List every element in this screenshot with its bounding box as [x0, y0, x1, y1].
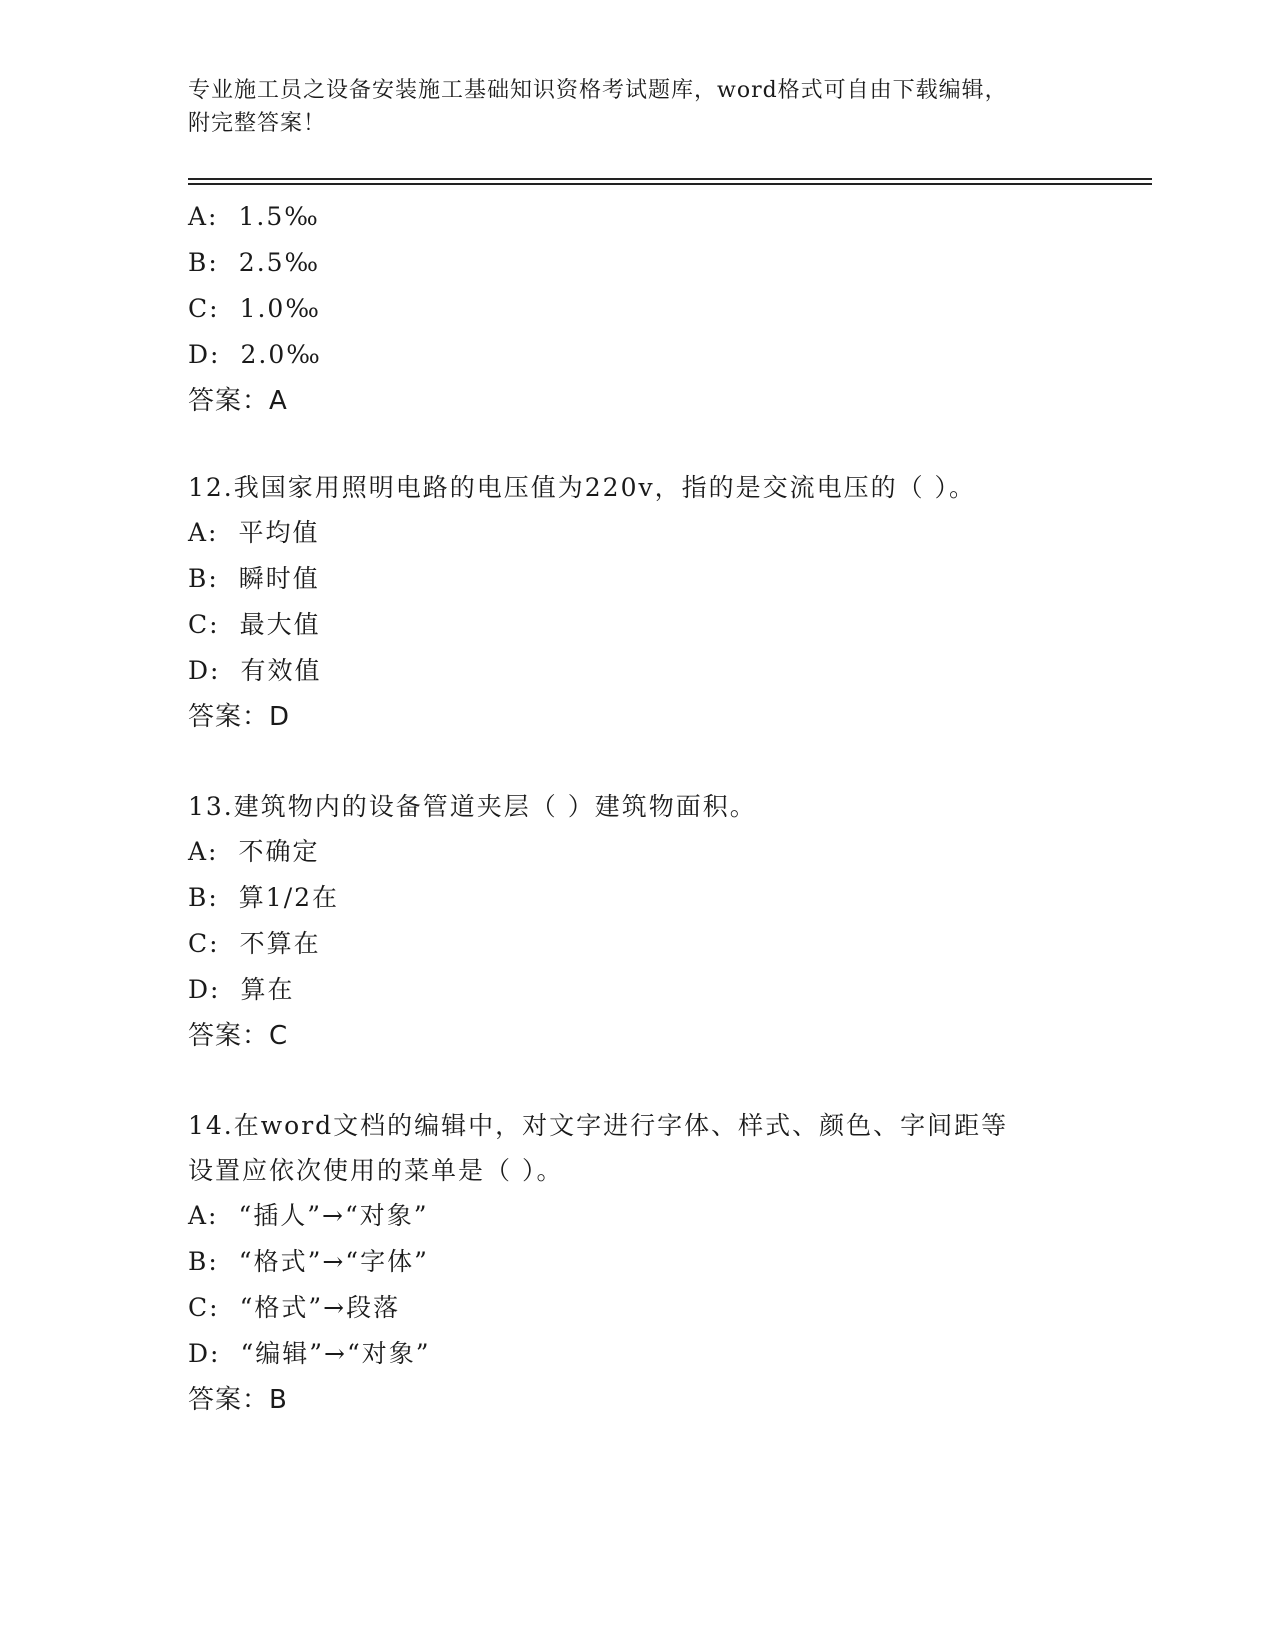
option-text: “编辑”→“对象”: [240, 1339, 431, 1368]
question-11: [188, 194, 1118, 424]
question-12: [188, 465, 1118, 740]
option-text: 最大值: [239, 610, 321, 639]
option-letter: C:: [188, 1293, 220, 1322]
header-line-2: 附完整答案！: [188, 111, 327, 136]
option-letter: C:: [188, 294, 220, 323]
question-spacer: [188, 1059, 1118, 1103]
option-letter: D:: [188, 340, 221, 369]
option-text: 1.5‰: [238, 202, 320, 231]
option-letter: B:: [188, 564, 219, 593]
option-letter: A:: [188, 1201, 219, 1230]
option-letter: B:: [188, 883, 219, 912]
option-c: [188, 1285, 1118, 1331]
option-b: [188, 1239, 1118, 1285]
option-text: “格式”→段落: [239, 1293, 401, 1322]
option-a: [188, 510, 1118, 556]
option-c: [188, 921, 1118, 967]
option-text: 平均值: [238, 518, 320, 547]
option-letter: D:: [188, 656, 221, 685]
header-line-1: 专业施工员之设备安装施工基础知识资格考试题库，word格式可自由下载编辑，: [188, 78, 1008, 103]
option-letter: C:: [188, 610, 220, 639]
option-c: [188, 286, 1118, 332]
option-text: 1.0‰: [239, 294, 321, 323]
question-spacer: [188, 740, 1118, 784]
question-13: [188, 784, 1118, 1059]
option-text: “插人”→“对象”: [238, 1201, 429, 1230]
option-letter: B:: [188, 1247, 219, 1276]
option-text: 不确定: [238, 837, 320, 866]
question-stem-line-1: 14.在word文档的编辑中，对文字进行字体、样式、颜色、字间距等: [188, 1111, 1009, 1140]
question-14: [188, 1103, 1118, 1423]
option-b: [188, 875, 1118, 921]
question-stem: 12.我国家用照明电路的电压值为220v，指的是交流电压的（ ）。: [188, 473, 977, 502]
answer-line: 答案：D: [188, 702, 291, 732]
option-letter: A:: [188, 202, 219, 231]
option-b: [188, 556, 1118, 602]
page-header: [188, 74, 1088, 140]
option-letter: C:: [188, 929, 220, 958]
option-text: 瞬时值: [238, 564, 320, 593]
question-stem: 13.建筑物内的设备管道夹层（ ）建筑物面积。: [188, 792, 757, 821]
option-d: [188, 332, 1118, 378]
option-letter: D:: [188, 975, 221, 1004]
option-a: [188, 829, 1118, 875]
question-list: [188, 194, 1118, 1423]
option-text: 2.0‰: [240, 340, 322, 369]
option-d: [188, 648, 1118, 694]
option-letter: A:: [188, 518, 219, 547]
option-text: 不算在: [239, 929, 321, 958]
option-text: 2.5‰: [238, 248, 321, 277]
option-letter: A:: [188, 837, 219, 866]
header-divider-bottom: [188, 183, 1152, 185]
option-letter: B:: [188, 248, 219, 277]
option-d: [188, 967, 1118, 1013]
answer-line: 答案：A: [188, 386, 288, 416]
question-stem-line-2: 设置应依次使用的菜单是（ ）。: [188, 1156, 564, 1185]
answer-line: 答案：B: [188, 1385, 288, 1415]
option-b: [188, 240, 1118, 286]
header-divider-top: [188, 178, 1152, 180]
option-a: [188, 1193, 1118, 1239]
option-text: 有效值: [240, 656, 322, 685]
option-c: [188, 602, 1118, 648]
option-text: “格式”→“字体”: [238, 1247, 429, 1276]
option-a: [188, 194, 1118, 240]
option-text: 算在: [240, 975, 295, 1004]
option-d: [188, 1331, 1118, 1377]
option-letter: D:: [188, 1339, 221, 1368]
answer-line: 答案：C: [188, 1021, 289, 1051]
option-text: 算1/2在: [238, 883, 340, 912]
